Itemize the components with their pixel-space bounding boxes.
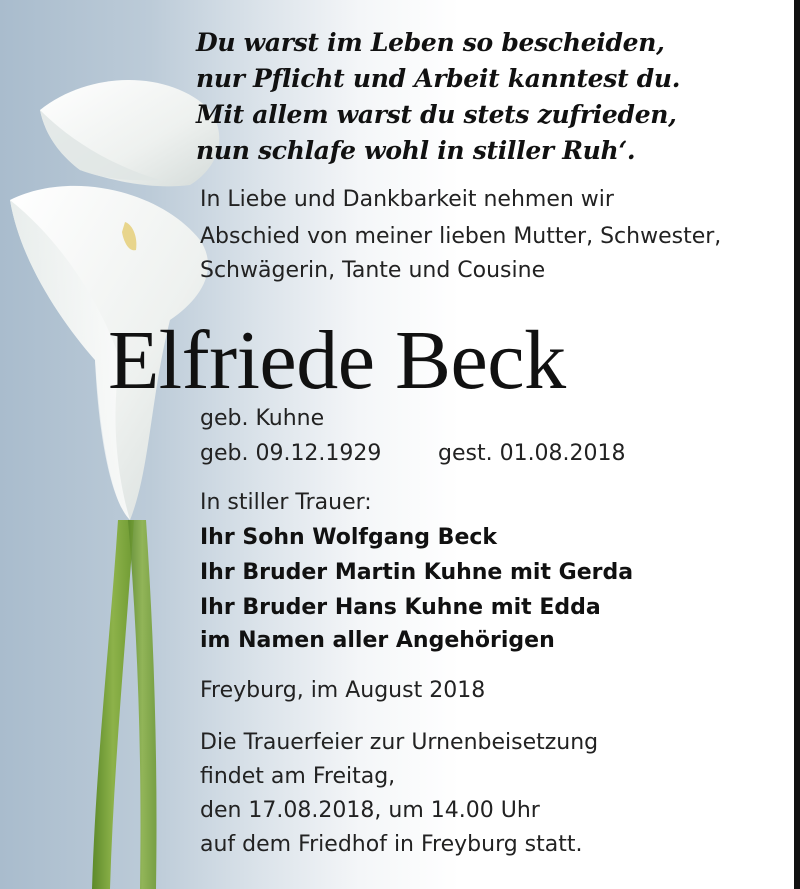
poem-line: Du warst im Leben so bescheiden, xyxy=(196,28,665,57)
poem-line: nur Pflicht und Arbeit kanntest du. xyxy=(196,64,681,93)
poem-line: nun schlafe wohl in stiller Ruh‘. xyxy=(196,136,636,165)
mourner-line: im Namen aller Angehörigen xyxy=(200,628,555,653)
ceremony-line: den 17.08.2018, um 14.00 Uhr xyxy=(200,798,540,823)
intro-line: Schwägerin, Tante und Cousine xyxy=(200,258,546,283)
mourner-line: Ihr Bruder Hans Kuhne mit Edda xyxy=(200,595,601,620)
place-date: Freyburg, im August 2018 xyxy=(200,678,486,703)
intro-line: Abschied von meiner lieben Mutter, Schwester, xyxy=(200,224,722,249)
birth-date: geb. 09.12.1929 xyxy=(200,441,382,466)
mourners-heading: In stiller Trauer: xyxy=(200,490,372,515)
ceremony-line: auf dem Friedhof in Freyburg statt. xyxy=(200,832,583,857)
intro-line: In Liebe und Dankbarkeit nehmen wir xyxy=(200,187,614,212)
ceremony-line: Die Trauerfeier zur Urnenbeisetzung xyxy=(200,730,599,755)
death-date: gest. 01.08.2018 xyxy=(438,441,626,466)
deceased-name: Elfriede Beck xyxy=(108,314,566,407)
mourner-line: Ihr Sohn Wolfgang Beck xyxy=(200,525,498,550)
maiden-name: geb. Kuhne xyxy=(200,406,325,431)
mourner-line: Ihr Bruder Martin Kuhne mit Gerda xyxy=(200,560,634,585)
ceremony-line: findet am Freitag, xyxy=(200,764,396,789)
poem-line: Mit allem warst du stets zufrieden, xyxy=(196,100,677,129)
